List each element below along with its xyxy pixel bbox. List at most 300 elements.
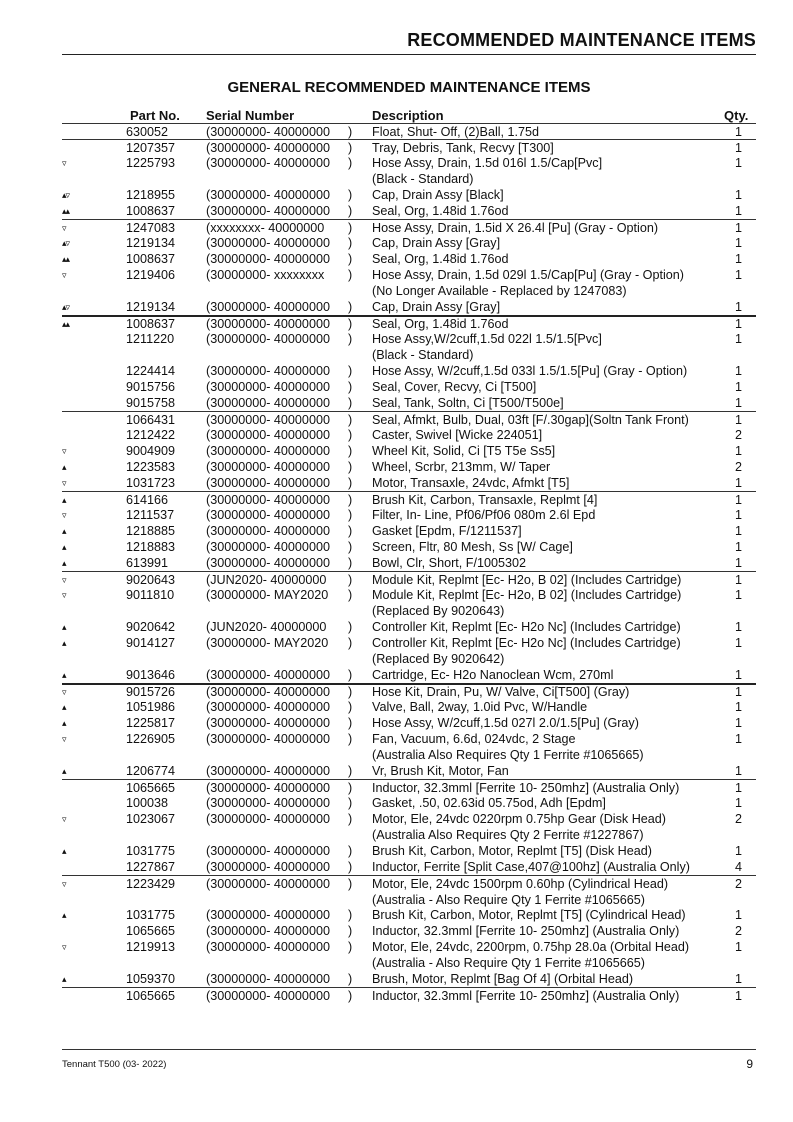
table-row [62,235,756,251]
description [372,220,658,236]
quantity: 1 [734,380,742,394]
description-line: Inductor, 32.3mml [Ferrite 10- 250mhz] (Australia Only) [372,924,680,938]
table-row [62,683,756,699]
quantity: 1 [734,204,742,218]
table-row [62,555,756,571]
table-row [62,267,756,299]
serial-close-paren: ) [348,972,353,986]
description-line: Brush Kit, Carbon, Motor, Replmt [T5] (Cylindrical Head) [372,908,686,922]
quantity: 1 [734,540,742,554]
table-row [62,219,756,235]
footer-document-id: Tennant T500 (03- 2022) [62,1059,167,1070]
part-number: 1008637 [126,317,176,331]
table-row [62,427,756,443]
quantity: 4 [734,860,742,874]
serial-number: (30000000- 40000000 [206,380,330,394]
serial-close-paren: ) [348,636,353,650]
description [372,939,689,971]
column-header-qty: Qty. [724,108,749,123]
quantity: 1 [734,796,742,810]
table-row [62,763,756,779]
description-line: Valve, Ball, 2way, 1.0id Pvc, W/Handle [372,700,588,714]
service-interval-symbol-icon: ▿ [62,223,66,233]
serial-close-paren: ) [348,221,353,235]
description-line: Hose Assy, W/2cuff,1.5d 033l 1.5/1.5[Pu] (Gray - Option) [372,364,688,378]
serial-number: (30000000- 40000000 [206,796,330,810]
serial-close-paren: ) [348,573,353,587]
serial-close-paren: ) [348,700,353,714]
service-interval-symbol-icon: ▴ [62,974,66,984]
serial-close-paren: ) [348,796,353,810]
serial-number: (30000000- 40000000 [206,908,330,922]
description [372,667,613,683]
part-number: 1206774 [126,764,176,778]
quantity: 1 [734,476,742,490]
description [372,619,681,635]
serial-close-paren: ) [348,428,353,442]
description [372,572,681,588]
description [372,124,539,140]
quantity: 2 [734,924,742,938]
description [372,843,652,859]
serial-number: (30000000- 40000000 [206,972,330,986]
serial-number: (30000000- 40000000 [206,700,330,714]
table-row [62,667,756,683]
service-interval-symbol-icon: ▴ [62,495,66,505]
service-interval-symbol-icon: ▿ [62,879,66,889]
serial-close-paren: ) [348,860,353,874]
part-number: 9020643 [126,573,176,587]
serial-number: (30000000- 40000000 [206,685,330,699]
description [372,412,689,428]
service-interval-symbol-icon: ▿ [62,510,66,520]
description-line: Brush, Motor, Replmt [Bag Of 4] (Orbital Head) [372,972,634,986]
part-number: 1065665 [126,781,176,795]
description-line: Seal, Org, 1.48id 1.76od [372,317,509,331]
description [372,331,602,363]
serial-close-paren: ) [348,268,353,282]
serial-number: (30000000- 40000000 [206,460,330,474]
quantity: 1 [734,317,742,331]
part-number: 9011810 [126,588,175,602]
description-line: Controller Kit, Replmt [Ec- H2o Nc] (Includes Cartridge) [372,620,681,634]
part-number: 1031775 [126,908,176,922]
description [372,492,597,508]
serial-number: (30000000- 40000000 [206,125,330,139]
description-line: Screen, Fltr, 80 Mesh, Ss [W/ Cage] [372,540,573,554]
quantity: 1 [734,396,742,410]
quantity: 1 [734,668,742,682]
serial-close-paren: ) [348,732,353,746]
serial-close-paren: ) [348,524,353,538]
table-row [62,843,756,859]
quantity: 1 [734,236,742,250]
table-row [62,859,756,875]
serial-close-paren: ) [348,332,353,346]
serial-number: (30000000- 40000000 [206,668,330,682]
serial-close-paren: ) [348,668,353,682]
description-line: Cap, Drain Assy [Gray] [372,300,501,314]
service-interval-symbol-icon: ▴▿ [62,238,70,248]
serial-number: (30000000- 40000000 [206,781,330,795]
description-line: Wheel Kit, Solid, Ci [T5 T5e Ss5] [372,444,556,458]
service-interval-symbol-icon: ▴▿ [62,190,70,200]
serial-number: (30000000- 40000000 [206,317,330,331]
part-number: 1219913 [126,940,176,954]
description-line: Tray, Debris, Tank, Recvy [T300] [372,141,554,155]
description-line: Hose Assy, W/2cuff,1.5d 027l 2.0/1.5[Pu] (Gray) [372,716,639,730]
serial-number: (30000000- 40000000 [206,252,330,266]
part-number: 1008637 [126,252,176,266]
service-interval-symbol-icon: ▴ [62,910,66,920]
table-row [62,315,756,331]
service-interval-symbol-icon: ▴ [62,702,66,712]
serial-close-paren: ) [348,844,353,858]
serial-number: (30000000- 40000000 [206,716,330,730]
service-interval-symbol-icon: ▿ [62,270,66,280]
part-number: 1218885 [126,524,176,538]
service-interval-symbol-icon: ▿ [62,687,66,697]
table-row [62,731,756,763]
serial-number: (30000000- 40000000 [206,524,330,538]
quantity: 1 [734,588,742,602]
description [372,316,509,332]
description [372,876,668,908]
description-line: Hose Assy, Drain, 1.5d 029l 1.5/Cap[Pu] (Gray - Option) [372,268,684,282]
part-number: 1211537 [126,508,175,522]
quantity: 1 [734,940,742,954]
description-line: Vr, Brush Kit, Motor, Fan [372,764,509,778]
serial-close-paren: ) [348,141,353,155]
part-number: 630052 [126,125,169,139]
description [372,587,681,619]
description-line: Motor, Ele, 24vdc, 2200rpm, 0.75hp 28.0a (Orbital Head) [372,940,690,954]
part-number: 1207357 [126,141,176,155]
part-number: 9020642 [126,620,176,634]
table-row [62,411,756,427]
part-number: 1223583 [126,460,176,474]
serial-number: (30000000- 40000000 [206,844,330,858]
part-number: 1218883 [126,540,176,554]
description-line: Hose Assy,W/2cuff,1.5d 022l 1.5/1.5[Pvc] [372,332,602,346]
part-number: 1247083 [126,221,176,235]
serial-number: (JUN2020- 40000000 [206,620,327,634]
table-row [62,539,756,555]
serial-close-paren: ) [348,156,353,170]
serial-close-paren: ) [348,317,353,331]
description-line: Hose Assy, Drain, 1.5d 016l 1.5/Cap[Pvc] [372,156,603,170]
table-row [62,491,756,507]
description [372,299,500,315]
serial-number: (30000000- 40000000 [206,476,330,490]
description [372,235,500,251]
description-line: Inductor, Ferrite [Split Case,407@100hz] (Australia Only) [372,860,690,874]
part-number: 613991 [126,556,169,570]
quantity: 1 [734,156,742,170]
service-interval-symbol-icon: ▴▿ [62,302,70,312]
serial-number: (30000000- xxxxxxxx [206,268,325,282]
part-number: 1211220 [126,332,175,346]
part-number: 9004909 [126,444,176,458]
description-line: Caster, Swivel [Wicke 224051] [372,428,543,442]
service-interval-symbol-icon: ▿ [62,478,66,488]
description-line: (No Longer Available - Replaced by 1247083) [372,284,627,298]
description [372,395,564,411]
serial-number: (30000000- MAY2020 [206,636,329,650]
serial-close-paren: ) [348,252,353,266]
service-interval-symbol-icon: ▴ [62,638,66,648]
service-interval-symbol-icon: ▿ [62,575,66,585]
serial-close-paren: ) [348,444,353,458]
serial-close-paren: ) [348,508,353,522]
page-header-title: RECOMMENDED MAINTENANCE ITEMS [407,30,756,50]
description [372,475,569,491]
table-row [62,811,756,843]
section-title: GENERAL RECOMMENDED MAINTENANCE ITEMS [227,79,591,96]
part-number: 1212422 [126,428,176,442]
table-row [62,987,756,1003]
description [372,699,587,715]
part-number: 1031723 [126,476,176,490]
part-number: 1059370 [126,972,176,986]
quantity: 1 [734,141,742,155]
quantity: 1 [734,300,742,314]
description-line: Seal, Org, 1.48id 1.76od [372,204,509,218]
description-line: Seal, Org, 1.48id 1.76od [372,252,509,266]
description-line: Inductor, 32.3mml [Ferrite 10- 250mhz] (Australia Only) [372,989,680,1003]
service-interval-symbol-icon: ▿ [62,590,66,600]
table-row [62,251,756,267]
quantity: 1 [734,556,742,570]
description [372,988,679,1004]
description [372,539,573,555]
quantity: 1 [734,716,742,730]
serial-close-paren: ) [348,476,353,490]
service-interval-symbol-icon: ▿ [62,942,66,952]
table-row [62,299,756,315]
service-interval-symbol-icon: ▴▴ [62,254,70,264]
serial-number: (30000000- 40000000 [206,540,330,554]
service-interval-symbol-icon: ▿ [62,814,66,824]
serial-number: (30000000- 40000000 [206,812,330,826]
part-number: 1051986 [126,700,176,714]
description-line: Module Kit, Replmt [Ec- H2o, B 02] (Includes Cartridge) [372,588,682,602]
part-number: 9015758 [126,396,176,410]
service-interval-symbol-icon: ▴▴ [62,319,70,329]
table-row [62,795,756,811]
serial-close-paren: ) [348,924,353,938]
table-row [62,475,756,491]
part-number: 1225817 [126,716,176,730]
quantity: 1 [734,221,742,235]
description-line: (Australia - Also Require Qty 1 Ferrite #1065665) [372,893,645,907]
description-line: Float, Shut- Off, (2)Ball, 1.75d [372,125,540,139]
table-row [62,779,756,795]
column-header-description: Description [372,108,444,123]
description [372,684,629,700]
serial-number: (30000000- 40000000 [206,493,330,507]
service-interval-symbol-icon: ▴ [62,846,66,856]
description-line: Motor, Transaxle, 24vdc, Afmkt [T5] [372,476,570,490]
serial-close-paren: ) [348,764,353,778]
serial-close-paren: ) [348,460,353,474]
description [372,443,555,459]
serial-close-paren: ) [348,781,353,795]
part-number: 9014127 [126,636,176,650]
serial-number: (30000000- 40000000 [206,940,330,954]
column-header-serial-number: Serial Number [206,108,295,123]
description-line: Wheel, Scrbr, 213mm, W/ Taper [372,460,551,474]
description-line: Seal, Afmkt, Bulb, Dual, 03ft [F/.30gap](Soltn Tank Front) [372,413,689,427]
table-row [62,699,756,715]
description [372,203,509,219]
serial-close-paren: ) [348,204,353,218]
table-row [62,939,756,971]
table-row [62,715,756,731]
description-line: Cap, Drain Assy [Gray] [372,236,501,250]
service-interval-symbol-icon: ▿ [62,446,66,456]
service-interval-symbol-icon: ▴ [62,526,66,536]
quantity: 1 [734,268,742,282]
table-row [62,139,756,155]
part-number: 1225793 [126,156,176,170]
description [372,523,522,539]
serial-close-paren: ) [348,380,353,394]
quantity: 1 [734,844,742,858]
serial-number: (xxxxxxxx- 40000000 [206,221,325,235]
description-line: (Black - Standard) [372,348,474,362]
serial-number: (30000000- 40000000 [206,860,330,874]
serial-close-paren: ) [348,812,353,826]
serial-number: (30000000- 40000000 [206,877,330,891]
serial-number: (JUN2020- 40000000 [206,573,327,587]
table-row [62,571,756,587]
table-row [62,459,756,475]
quantity: 1 [734,508,742,522]
table-row [62,635,756,667]
quantity: 1 [734,332,742,346]
part-number: 1219406 [126,268,176,282]
serial-number: (30000000- 40000000 [206,188,330,202]
quantity: 1 [734,188,742,202]
serial-close-paren: ) [348,364,353,378]
table-row [62,363,756,379]
serial-number: (30000000- 40000000 [206,396,330,410]
table-row [62,155,756,187]
quantity: 1 [734,764,742,778]
description-line: Filter, In- Line, Pf06/Pf06 080m 2.6l Epd [372,508,596,522]
description [372,923,679,939]
description-line: Brush Kit, Carbon, Transaxle, Replmt [4] [372,493,598,507]
description-line: Module Kit, Replmt [Ec- H2o, B 02] (Includes Cartridge) [372,573,682,587]
serial-number: (30000000- 40000000 [206,444,330,458]
service-interval-symbol-icon: ▴ [62,718,66,728]
quantity: 1 [734,732,742,746]
serial-close-paren: ) [348,685,353,699]
part-number: 9013646 [126,668,176,682]
part-number: 1065665 [126,989,176,1003]
table-row [62,123,756,139]
description [372,555,526,571]
quantity: 1 [734,524,742,538]
serial-number: (30000000- 40000000 [206,332,330,346]
quantity: 1 [734,700,742,714]
table-row [62,331,756,363]
description-line: Brush Kit, Carbon, Motor, Replmt [T5] (Disk Head) [372,844,652,858]
header-rule [62,54,756,55]
service-interval-symbol-icon: ▴ [62,542,66,552]
description-line: Bowl, Clr, Short, F/1005302 [372,556,527,570]
description-line: (Replaced By 9020642) [372,652,505,666]
quantity: 1 [734,908,742,922]
description-line: Gasket [Epdm, F/1211537] [372,524,522,538]
part-number: 1031775 [126,844,176,858]
table-row [62,587,756,619]
serial-number: (30000000- 40000000 [206,924,330,938]
description-line: Hose Assy, Drain, 1.5id X 26.4l [Pu] (Gray - Option) [372,221,659,235]
serial-close-paren: ) [348,989,353,1003]
quantity: 2 [734,460,742,474]
description [372,459,550,475]
serial-number: (30000000- 40000000 [206,428,330,442]
serial-number: (30000000- 40000000 [206,204,330,218]
part-number: 100038 [126,796,169,810]
description [372,859,690,875]
table-row [62,875,756,907]
description [372,811,666,843]
serial-close-paren: ) [348,877,353,891]
description [372,780,679,796]
quantity: 1 [734,125,742,139]
description [372,155,602,187]
description [372,427,542,443]
table-row [62,395,756,411]
quantity: 1 [734,989,742,1003]
quantity: 2 [734,812,742,826]
table-row [62,907,756,923]
description-line: Seal, Tank, Soltn, Ci [T500/T500e] [372,396,564,410]
quantity: 1 [734,493,742,507]
description-line: (Replaced By 9020643) [372,604,505,618]
part-number: 1224414 [126,364,176,378]
page-number: 9 [746,1057,753,1071]
description-line: Seal, Cover, Recvy, Ci [T500] [372,380,537,394]
quantity: 1 [734,685,742,699]
description-line: Motor, Ele, 24vdc 0220rpm 0.75hp Gear (Disk Head) [372,812,666,826]
serial-number: (30000000- 40000000 [206,300,330,314]
service-interval-symbol-icon: ▴ [62,766,66,776]
description [372,795,606,811]
serial-number: (30000000- MAY2020 [206,588,329,602]
part-number: 9015756 [126,380,176,394]
quantity: 1 [734,444,742,458]
quantity: 1 [734,252,742,266]
quantity: 1 [734,972,742,986]
serial-close-paren: ) [348,940,353,954]
description [372,507,595,523]
service-interval-symbol-icon: ▿ [62,734,66,744]
description [372,715,639,731]
quantity: 1 [734,413,742,427]
service-interval-symbol-icon: ▿ [62,158,66,168]
description-line: Motor, Ele, 24vdc 1500rpm 0.60hp (Cylindrical Head) [372,877,669,891]
part-number: 1219134 [126,300,176,314]
part-number: 1008637 [126,204,176,218]
part-number: 614166 [126,493,169,507]
quantity: 1 [734,636,742,650]
serial-close-paren: ) [348,908,353,922]
table-row [62,507,756,523]
